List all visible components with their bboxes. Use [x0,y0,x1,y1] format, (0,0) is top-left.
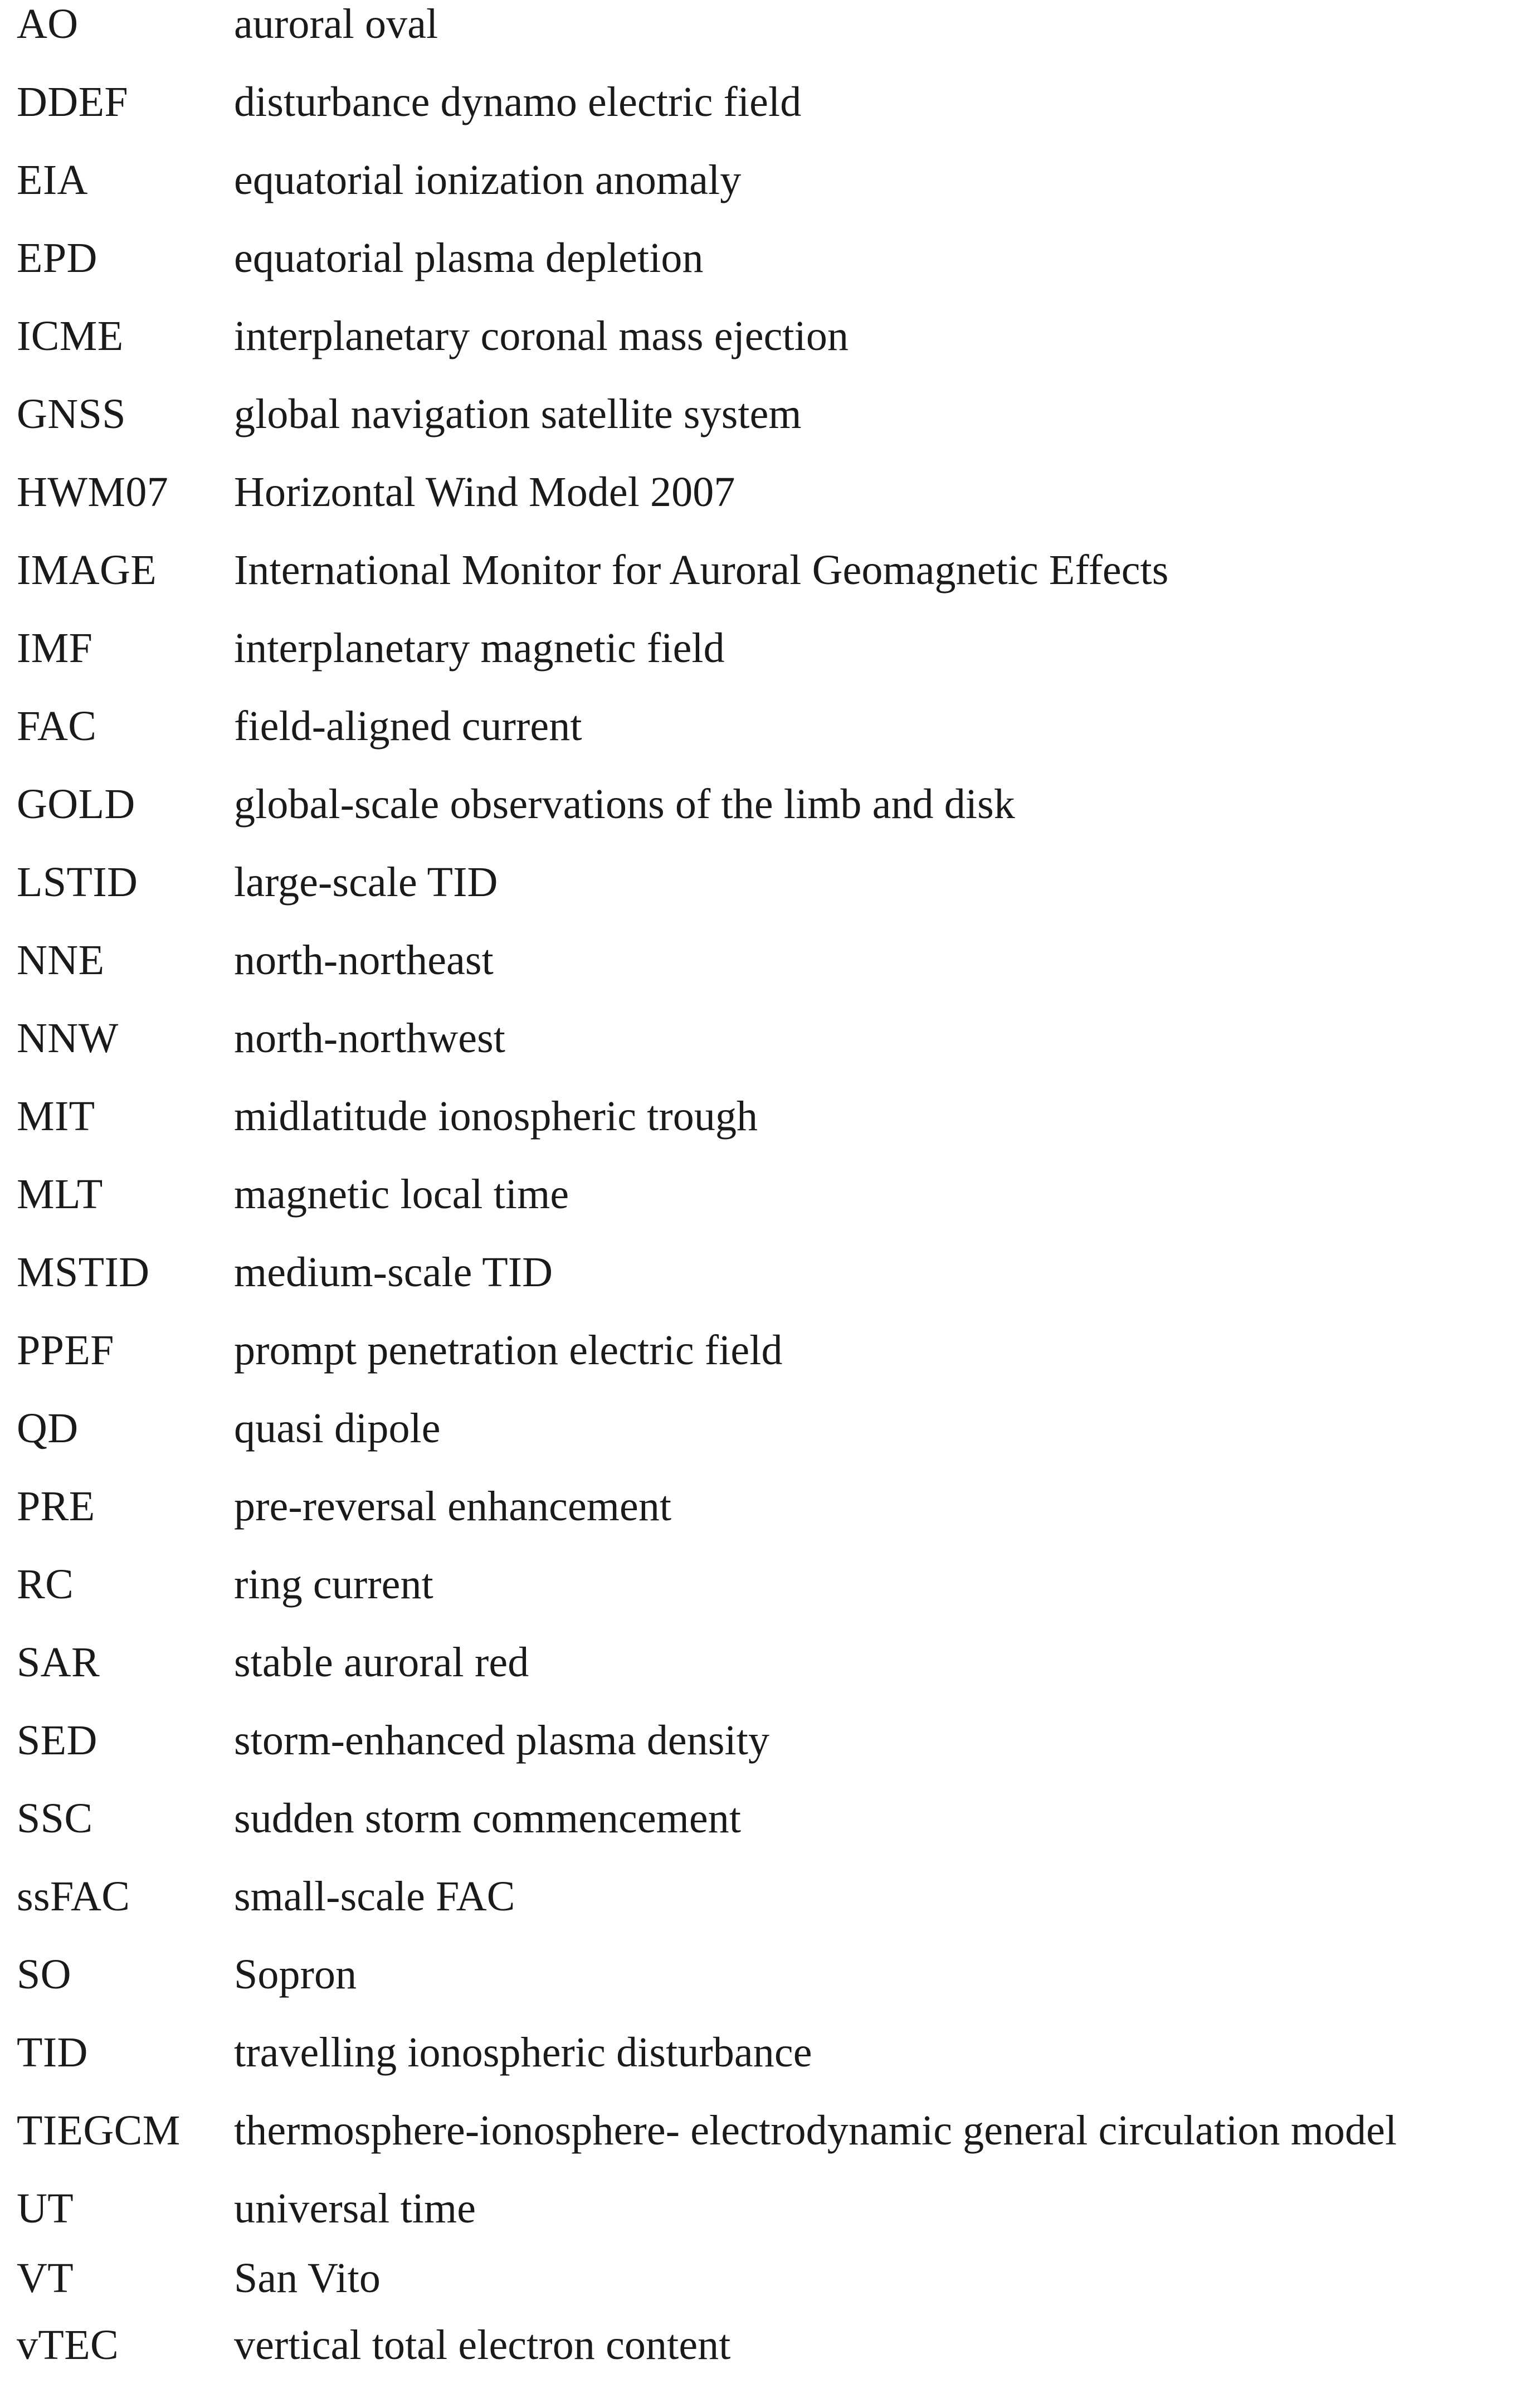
abbreviation-term: MLT [17,1171,103,1218]
abbreviation-term: ICME [17,313,124,359]
abbreviation-term: SAR [17,1639,100,1686]
abbreviation-row [0,312,1526,390]
abbreviation-row [0,858,1526,936]
abbreviation-row [0,702,1526,780]
abbreviation-definition: Horizontal Wind Model 2007 [234,469,735,515]
abbreviation-term: PPEF [17,1327,114,1374]
abbreviation-term: GOLD [17,781,135,828]
abbreviation-term: EPD [17,235,97,281]
abbreviation-definition: magnetic local time [234,1171,569,1218]
abbreviation-definition: International Monitor for Auroral Geomagnetic Effects [234,547,1169,594]
abbreviation-term: GNSS [17,391,126,437]
abbreviation-definition: thermosphere-ionosphere- electrodynamic general circulation model [234,2107,1397,2154]
abbreviation-term: NNE [17,937,105,984]
abbreviation-row [0,78,1526,156]
abbreviation-definition: sudden storm commencement [234,1795,742,1842]
abbreviation-definition: quasi dipole [234,1405,441,1452]
abbreviation-term: TID [17,2029,88,2076]
abbreviation-row [0,780,1526,858]
abbreviation-term: VT [17,2255,74,2302]
abbreviation-definition: prompt penetration electric field [234,1327,783,1374]
abbreviation-term: LSTID [17,859,138,906]
abbreviation-definition: San Vito [234,2255,381,2302]
abbreviation-row [0,624,1526,702]
abbreviation-row [0,2107,1526,2185]
abbreviation-term: vTEC [17,2322,119,2368]
abbreviation-definition: large-scale TID [234,859,498,906]
abbreviation-term: QD [17,1405,79,1452]
abbreviation-definition: pre-reversal enhancement [234,1483,672,1530]
abbreviation-row [0,0,1526,78]
abbreviation-definition: disturbance dynamo electric field [234,79,802,125]
abbreviation-term: PRE [17,1483,95,1530]
abbreviation-definition: global-scale observations of the limb and disk [234,781,1015,828]
abbreviation-term: NNW [17,1015,119,1062]
abbreviation-row [0,1326,1526,1404]
abbreviation-row [0,1482,1526,1560]
abbreviation-term: TIEGCM [17,2107,181,2154]
abbreviation-row [0,1092,1526,1170]
abbreviation-term: SED [17,1717,97,1764]
abbreviation-row [0,2185,1526,2263]
abbreviation-term: HWM07 [17,469,169,515]
abbreviation-row [0,1794,1526,1872]
abbreviation-term: SO [17,1951,71,1998]
abbreviation-definition: north-northwest [234,1015,505,1062]
abbreviation-definition: travelling ionospheric disturbance [234,2029,812,2076]
abbreviation-term: DDEF [17,79,129,125]
abbreviation-row [0,1872,1526,1950]
abbreviation-row [0,1950,1526,2028]
abbreviation-term: AO [17,1,79,47]
abbreviation-row [0,1638,1526,1716]
abbreviation-definition: small-scale FAC [234,1873,515,1920]
abbreviation-term: IMAGE [17,547,157,594]
abbreviation-definition: universal time [234,2185,476,2232]
abbreviation-row [0,2321,1526,2399]
abbreviation-row [0,390,1526,468]
abbreviation-definition: auroral oval [234,1,438,47]
abbreviation-row [0,1014,1526,1092]
abbreviation-definition: interplanetary magnetic field [234,625,725,672]
abbreviation-row [0,468,1526,546]
abbreviation-row [0,156,1526,234]
abbreviation-term: ssFAC [17,1873,130,1920]
abbreviation-row [0,2254,1526,2332]
abbreviation-definition: global navigation satellite system [234,391,802,437]
abbreviation-definition: field-aligned current [234,703,582,750]
abbreviation-definition: medium-scale TID [234,1249,553,1296]
abbreviation-row [0,2028,1526,2107]
abbreviation-row [0,1248,1526,1326]
abbreviation-definition: ring current [234,1561,433,1608]
abbreviation-term: MIT [17,1093,95,1140]
abbreviation-term: IMF [17,625,93,672]
abbreviation-row [0,1170,1526,1248]
abbreviation-definition: stable auroral red [234,1639,529,1686]
abbreviation-definition: storm-enhanced plasma density [234,1717,770,1764]
abbreviation-term: MSTID [17,1249,150,1296]
abbreviation-definition: midlatitude ionospheric trough [234,1093,758,1140]
abbreviation-definition: north-northeast [234,937,494,984]
abbreviation-row [0,546,1526,624]
abbreviation-definition: equatorial ionization anomaly [234,157,742,203]
abbreviation-definition: Sopron [234,1951,357,1998]
abbreviation-row [0,1716,1526,1794]
abbreviation-term: SSC [17,1795,93,1842]
abbreviation-row [0,1404,1526,1482]
abbreviation-definition: interplanetary coronal mass ejection [234,313,849,359]
abbreviation-term: RC [17,1561,74,1608]
abbreviation-definition: vertical total electron content [234,2322,731,2368]
abbreviation-definition: equatorial plasma depletion [234,235,704,281]
abbreviation-term: FAC [17,703,97,750]
abbreviation-row [0,936,1526,1014]
abbreviation-row [0,1560,1526,1638]
abbreviation-term: UT [17,2185,74,2232]
abbreviation-row [0,234,1526,312]
abbreviation-term: EIA [17,157,88,203]
